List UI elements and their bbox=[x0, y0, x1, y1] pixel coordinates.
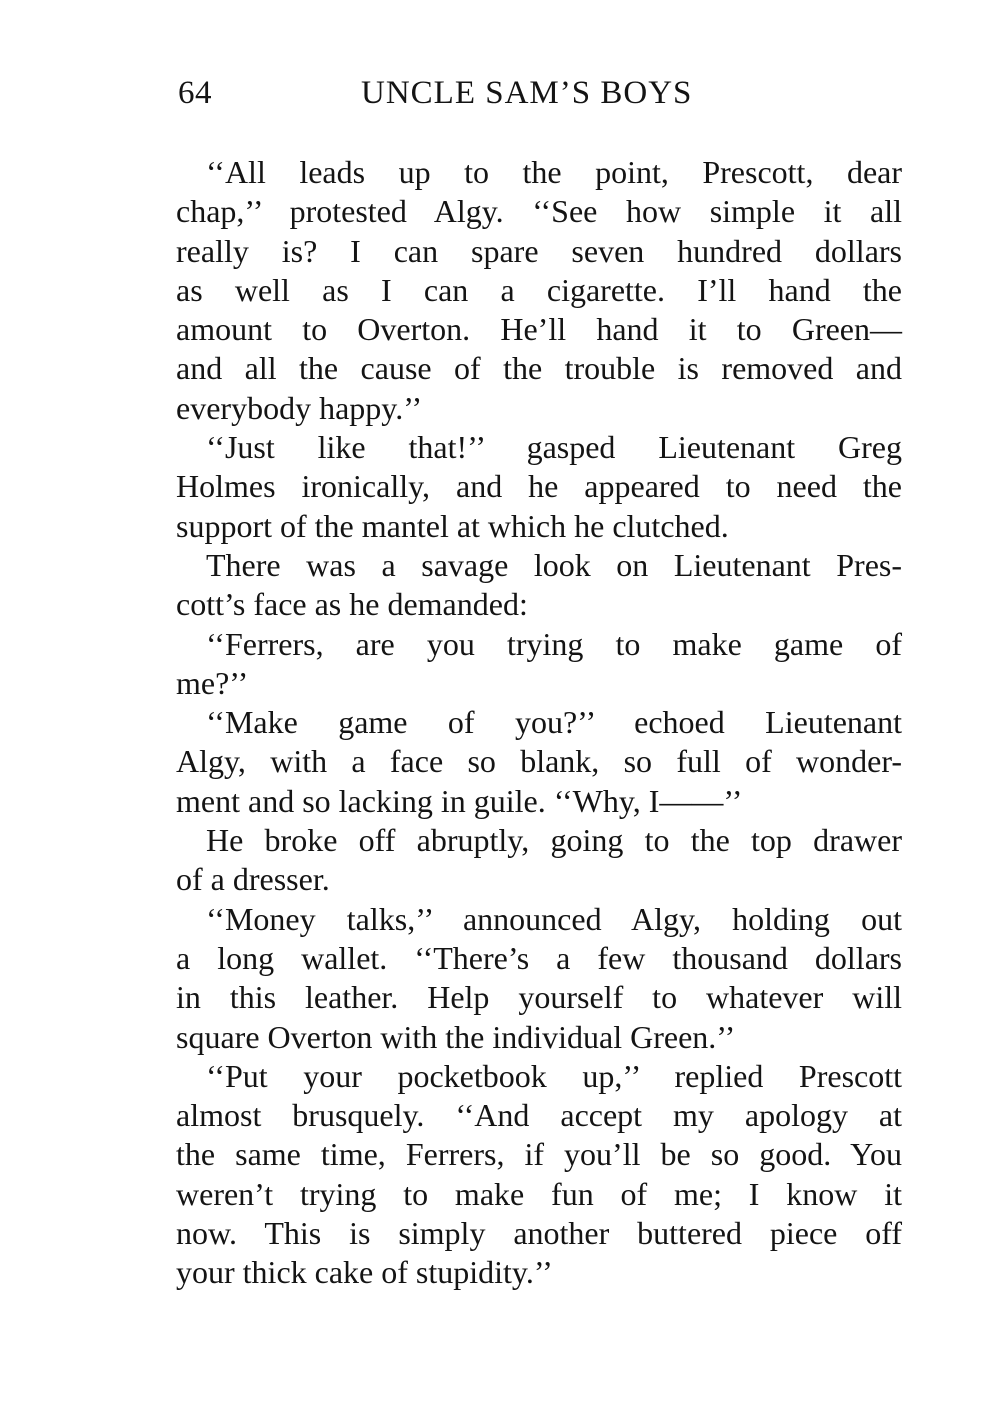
running-header bbox=[178, 70, 903, 116]
text-line: almost brusquely. ‘‘And accept my apology at bbox=[176, 1097, 902, 1134]
text-line: everybody happy.’’ bbox=[176, 389, 423, 426]
text-line: in this leather. Help yourself to whatever will bbox=[176, 979, 902, 1016]
text-line: me?’’ bbox=[176, 664, 249, 701]
text-line: support of the mantel at which he clutched. bbox=[176, 507, 729, 544]
text-line: square Overton with the individual Green.’’ bbox=[176, 1018, 736, 1055]
text-line: ‘‘Just like that!’’ gasped Lieutenant Greg bbox=[206, 429, 902, 466]
text-line: amount to Overton. He’ll hand it to Green— bbox=[176, 311, 902, 348]
text-line: ‘‘Put your pocketbook up,’’ replied Prescott bbox=[206, 1057, 902, 1094]
body-text bbox=[176, 153, 902, 1293]
text-line: ‘‘Money talks,’’ announced Algy, holding out bbox=[206, 900, 902, 937]
text-line: and all the cause of the trouble is removed and bbox=[176, 350, 902, 387]
text-line: cott’s face as he demanded: bbox=[176, 586, 528, 623]
text-line: now. This is simply another buttered piece off bbox=[176, 1215, 902, 1252]
page-number: 64 bbox=[178, 75, 212, 111]
text-line: as well as I can a cigarette. I’ll hand the bbox=[176, 271, 902, 308]
text-line: ment and so lacking in guile. ‘‘Why, I——’’ bbox=[176, 782, 743, 819]
text-line: the same time, Ferrers, if you’ll be so good. You bbox=[176, 1136, 902, 1173]
text-line: weren’t trying to make fun of me; I know it bbox=[176, 1175, 902, 1212]
text-line: ‘‘All leads up to the point, Prescott, dear bbox=[206, 154, 902, 190]
text-line: of a dresser. bbox=[176, 861, 330, 898]
text-line: a long wallet. ‘‘There’s a few thousand dollars bbox=[176, 939, 902, 976]
text-line: Algy, with a face so blank, so full of wonder- bbox=[176, 743, 902, 780]
text-line: ‘‘Ferrers, are you trying to make game of bbox=[206, 625, 902, 662]
text-line: chap,’’ protested Algy. ‘‘See how simple it all bbox=[176, 193, 902, 230]
text-line: Holmes ironically, and he appeared to need the bbox=[176, 468, 902, 505]
text-line: There was a savage look on Lieutenant Pres- bbox=[206, 546, 902, 583]
book-title: UNCLE SAM’S BOYS bbox=[361, 75, 693, 111]
text-line: really is? I can spare seven hundred dollars bbox=[176, 232, 902, 269]
text-line: ‘‘Make game of you?’’ echoed Lieutenant bbox=[206, 704, 902, 741]
text-line: your thick cake of stupidity.’’ bbox=[176, 1254, 553, 1291]
text-line: He broke off abruptly, going to the top drawer bbox=[206, 822, 902, 859]
